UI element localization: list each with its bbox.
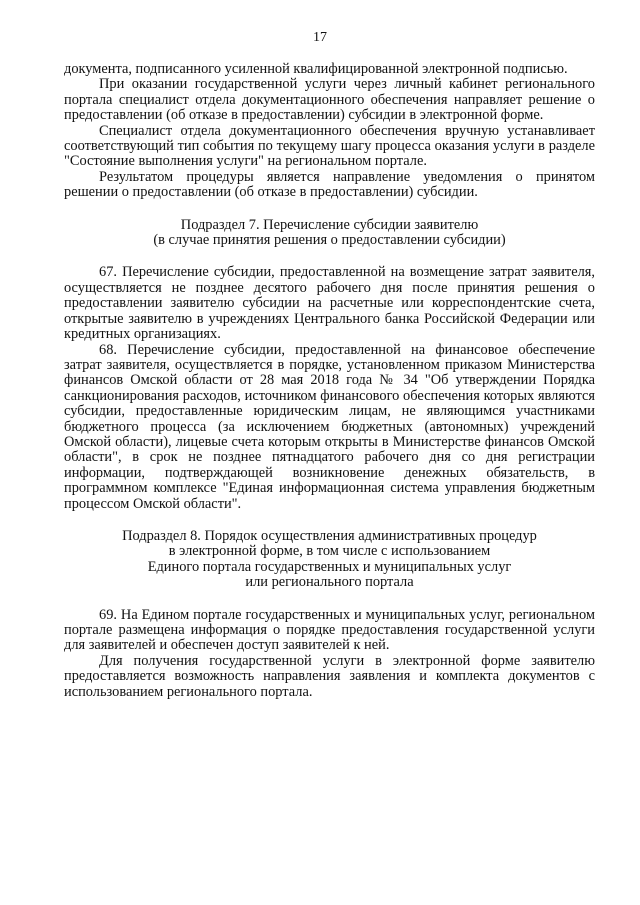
- paragraph-result: Результатом процедуры является направление уведомления о принятом решении о предоставлении (об отказе в предоставлении) субсидии.: [64, 168, 595, 201]
- paragraph-signature: документа, подписанного усиленной квалифицированной электронной подписью.: [64, 61, 568, 77]
- paragraph-electronic-form: Для получения государственной услуги в электронной форме заявителю предоставляется возможность направления заявления и комплекта документов с использованием регионального портала.: [64, 652, 595, 700]
- paragraph-personal-cabinet: При оказании государственной услуги через личный кабинет регионального портала специалист отдела документационного обеспечения направляет решение о предоставлении (об отказе в предоставлении) субсидии в электронной форме.: [64, 76, 595, 124]
- paragraph-specialist: Специалист отдела документационного обеспечения вручную устанавливает соответствующий тип события по текущему шагу процесса оказания услуги в разделе "Состояние выполнения услуги" на региональном портале.: [64, 122, 595, 170]
- paragraph-69: 69. На Едином портале государственных и муниципальных услуг, региональном портале размещена информация о порядке предоставления государственной услуги для заявителей и обеспечен доступ заявителей к ней.: [64, 606, 595, 654]
- subsection-8-title: Подраздел 8. Порядок осуществления административных процедур: [122, 527, 537, 544]
- document-body: [64, 62, 595, 700]
- subsection-7-subtitle: (в случае принятия решения о предоставлении субсидии): [153, 232, 506, 249]
- paragraph-68: 68. Перечисление субсидии, предоставленной на финансовое обеспечение затрат заявителя, осуществляется в порядке, установленном приказом Министерства финансов Омской области от 28 мая 2018 года № 34 "Об утверждении Порядка санкционирования расходов, источником финансового обеспечения которых являются субсидии, предоставленные юридическим лицам, не являющимся участниками бюджетного процесса (за исключением бюджетных (автономных) учреждений Омской области), лицевые счета которым открыты в Министерстве финансов Омской области", в срок не позднее пятнадцатого рабочего дня со дня регистрации информации, подтверждающей возникновение денежных обязательств, в программном комплексе "Единая информационная система управления бюджетным процессом Омской области".: [64, 341, 595, 512]
- subsection-8-line4: или регионального портала: [245, 574, 414, 591]
- subsection-7-heading: [64, 218, 595, 249]
- subsection-7-title: Подраздел 7. Перечисление субсидии заявителю: [180, 216, 479, 233]
- subsection-8-heading: [64, 529, 595, 591]
- paragraph-67: 67. Перечисление субсидии, предоставленной на возмещение затрат заявителя, осуществляется не позднее десятого рабочего дня после принятия решения о предоставлении заявителю субсидии на расчетные или корреспондентские счета, открытые заявителю в учреждениях Центрального банка Российской Федерации или кредитных организациях.: [64, 264, 595, 343]
- subsection-8-line2: в электронной форме, в том числе с использованием: [168, 543, 491, 560]
- subsection-8-line3: Единого портала государственных и муниципальных услуг: [147, 558, 512, 575]
- page-number: 17: [313, 30, 327, 45]
